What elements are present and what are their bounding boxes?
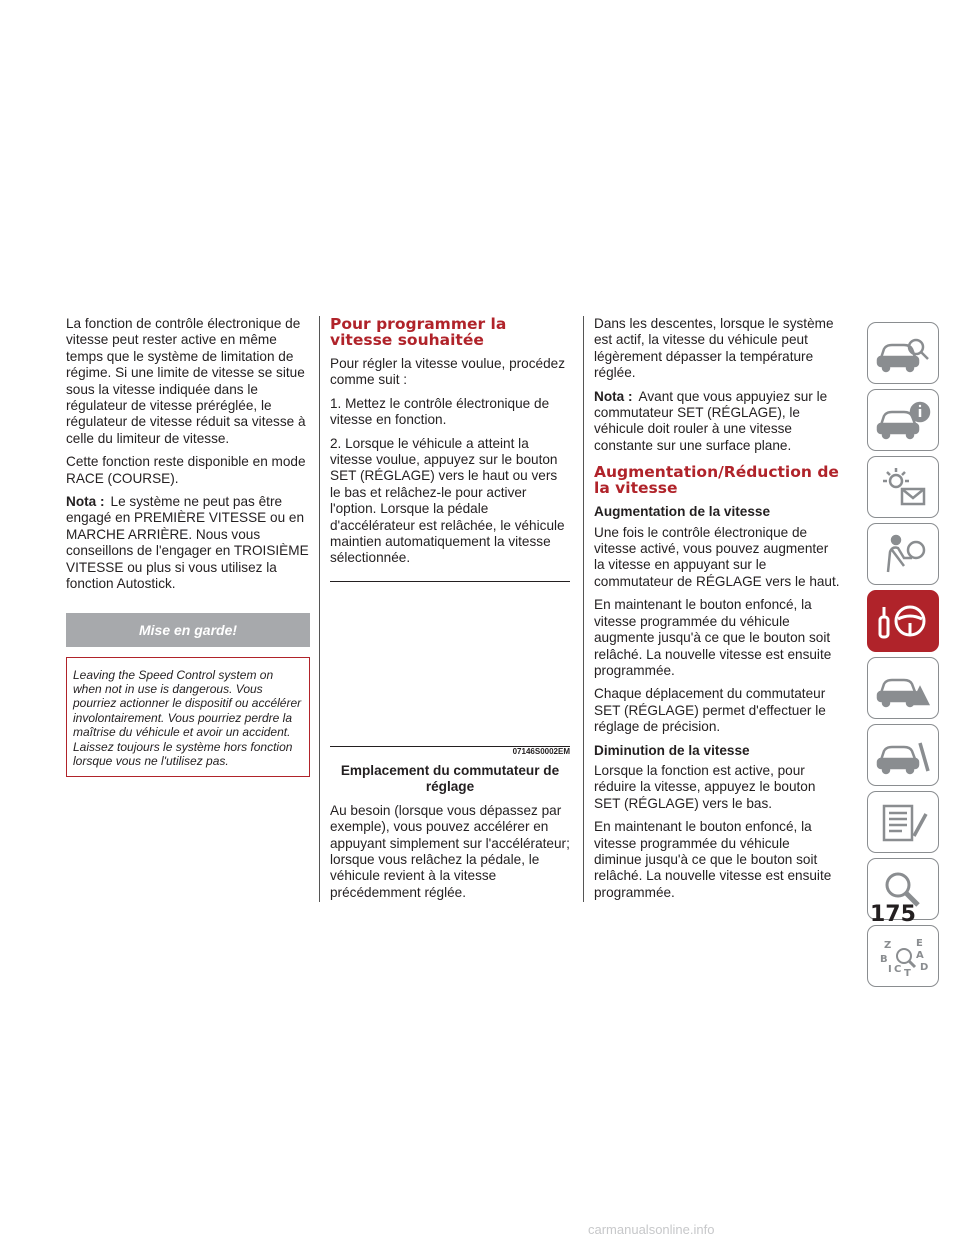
tab-servicing[interactable]	[867, 724, 939, 786]
index-letter: A	[916, 950, 924, 961]
index-letter: C	[894, 964, 902, 975]
step-1: 1. Mettez le contrôle électronique de vitesse en fonction.	[330, 395, 550, 428]
page-number: 175	[870, 902, 916, 927]
index-letter: I	[888, 964, 892, 975]
tab-alphabetical-index[interactable]	[867, 925, 939, 987]
warning-lights-icon	[874, 465, 932, 509]
figure-placeholder	[330, 581, 570, 757]
note-label: Nota :	[594, 388, 633, 404]
note-text: Le système ne peut pas être engagé en PREMIÈRE VITESSE ou en MARCHE ARRIÈRE. Nous vous conseillons de l'engager en TROISIÈME VITESSE ou plus si vous utilisez la fonction Autostick.	[66, 494, 309, 592]
column-divider	[319, 316, 320, 902]
note	[594, 389, 840, 455]
paragraph: En maintenant le bouton enfoncé, la vitesse programmée du véhicule diminue jusqu'à ce que le bouton soit relâché. La nouvelle vitesse est ensuite programmée.	[594, 819, 832, 900]
watermark: carmanualsonline.info	[588, 1222, 715, 1237]
figure-code: 07146S0002EM	[512, 747, 570, 757]
tab-specifications[interactable]	[867, 791, 939, 853]
seatbelt-airbag-icon	[874, 532, 932, 576]
tab-car-info[interactable]	[867, 389, 939, 451]
car-search-icon	[874, 331, 932, 375]
paragraph: Lorsque la fonction est active, pour réduire la vitesse, appuyez le bouton SET (RÉGLAGE) vers le bas.	[594, 762, 816, 811]
column-divider	[583, 316, 584, 902]
warning-box	[66, 657, 310, 777]
sub-heading: Augmentation de la vitesse	[594, 504, 771, 520]
paragraph: Au besoin (lorsque vous dépassez par exemple), vous pouvez accélérer en appuyant simplement sur l'accélérateur; lorsque vous relâchez la pédale, le véhicule revient à la vitesse précédemment réglée.	[330, 802, 570, 900]
section-heading: Pour programmer la vitesse souhaitée	[330, 315, 507, 349]
key-steering-wheel-icon	[874, 599, 932, 643]
note	[66, 494, 310, 592]
note-text: Avant que vous appuyiez sur le commutateur SET (RÉGLAGE), le véhicule doit rouler à une vitesse constante sur une surface plane.	[594, 388, 828, 453]
column-middle	[330, 316, 570, 908]
column-right	[594, 316, 840, 908]
index-letter: E	[916, 938, 923, 949]
warning-text: Leaving the Speed Control system on when not in use is dangerous. Vous pourriez actionner le dispositif ou accélérer involontairement. Vous pourriez perdre la maîtrise du véhicule et avoir un accident. Laissez toujours le système hors fonction lorsque vous ne l'utilisez pas.	[73, 667, 302, 768]
sub-heading: Diminution de la vitesse	[594, 742, 750, 758]
index-letter: B	[880, 954, 888, 965]
section-heading: Augmentation/Réduction de la vitesse	[594, 463, 839, 498]
warning-header: Mise en garde!	[66, 613, 310, 647]
car-info-icon	[874, 398, 932, 442]
paragraph: Pour régler la vitesse voulue, procédez comme suit :	[330, 356, 565, 388]
paragraph: Chaque déplacement du commutateur SET (RÉGLAGE) permet d'effectuer le réglage de précision.	[594, 686, 826, 735]
index-letter: D	[920, 962, 929, 973]
paragraph: En maintenant le bouton enfoncé, la vitesse programmée du véhicule augmente jusqu'à ce que le bouton soit relâché. La nouvelle vitesse est ensuite programmée.	[594, 597, 832, 678]
paragraph: Une fois le contrôle électronique de vitesse activé, vous pouvez augmenter la vitesse en appuyant sur le commutateur de RÉGLAGE vers le haut.	[594, 524, 840, 589]
tab-seatbelt-airbag[interactable]	[867, 523, 939, 585]
note-label: Nota :	[66, 494, 105, 510]
paragraph: Cette fonction reste disponible en mode RACE (COURSE).	[66, 454, 306, 486]
car-service-wrench-icon	[874, 733, 932, 777]
alphabetical-index-icon	[874, 934, 932, 978]
index-letter: T	[904, 968, 911, 978]
tab-emergency[interactable]	[867, 657, 939, 719]
tab-starting-driving[interactable]	[867, 590, 939, 652]
tab-warning-lights[interactable]	[867, 456, 939, 518]
figure-caption: Emplacement du commutateur de réglage	[340, 762, 560, 795]
paragraph: La fonction de contrôle électronique de vitesse peut rester active en même temps que le système de limitation de régime. Si une limite de vitesse se situe sous la vitesse indiquée dans le régulateur de vitesse préréglée, le régulateur de vitesse réduit sa vitesse à celle du limiteur de vitesse.	[66, 316, 306, 446]
column-left	[66, 316, 310, 777]
car-breakdown-icon	[874, 666, 932, 710]
paragraph: Dans les descentes, lorsque le système est actif, la vitesse du véhicule peut légèrement dépasser la température réglée.	[594, 316, 834, 381]
chapter-tabs	[867, 322, 939, 992]
specifications-list-icon	[874, 800, 932, 844]
tab-car-search[interactable]	[867, 322, 939, 384]
index-letter: Z	[884, 940, 892, 951]
step-2: 2. Lorsque le véhicule a atteint la vitesse voulue, appuyez sur le bouton SET (RÉGLAGE) vers le haut ou vers le bas et relâchez-le pour activer l'option. Lorsque la pédale d'accélérateur est relâchée, le véhicule maintien automatiquement la vitesse sélectionnée.	[330, 435, 565, 566]
